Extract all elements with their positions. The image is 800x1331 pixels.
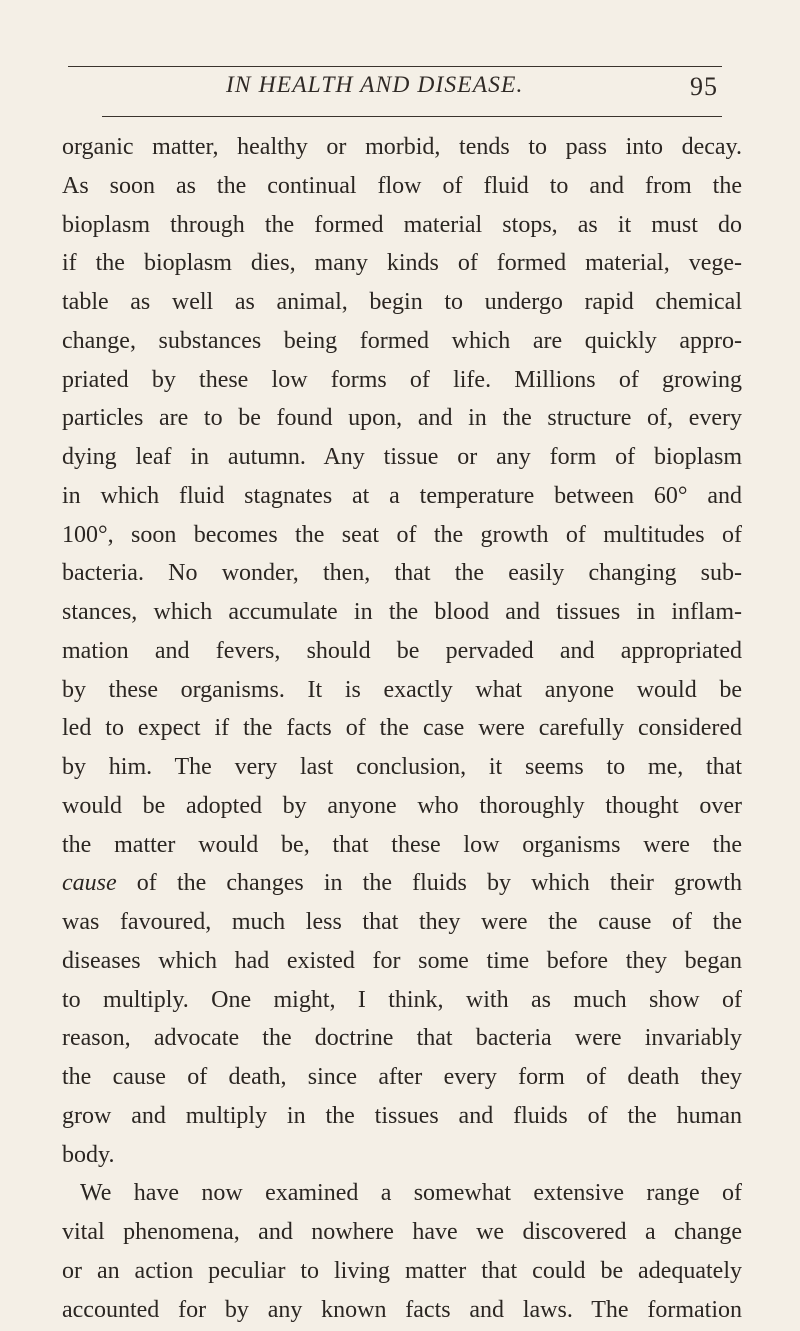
text-line: accounted for by any known facts and laws. The formation <box>62 1296 742 1323</box>
text-line: by these organisms. It is exactly what anyone would be <box>62 676 742 703</box>
text-line: dying leaf in autumn. Any tissue or any form of bioplasm <box>62 444 742 470</box>
text-line: the matter would be, that these low organisms were the <box>62 831 742 858</box>
text-line: 100°, soon becomes the seat of the growth of multitudes of <box>62 521 742 548</box>
text-line: diseases which had existed for some time before they began <box>62 947 742 974</box>
text-line: change, substances being formed which are quickly appro- <box>62 327 742 354</box>
text-line: priated by these low forms of life. Millions of growing <box>62 366 742 393</box>
text-line: stances, which accumulate in the blood and tissues in inflam- <box>62 599 742 625</box>
text-line: by him. The very last conclusion, it seems to me, that <box>62 754 742 780</box>
italic-word: cause <box>62 870 117 897</box>
text-line: organic matter, healthy or morbid, tends to pass into decay. <box>62 134 742 160</box>
text-line: table as well as animal, begin to undergo rapid chemical <box>62 289 742 315</box>
text-line: reason, advocate the doctrine that bacteria were invariably <box>62 1025 742 1052</box>
text-line: bioplasm through the formed material stops, as it must do <box>62 211 742 238</box>
text-line: vital phenomena, and nowhere have we discovered a change <box>62 1219 742 1245</box>
page-number: 95 <box>690 72 718 101</box>
running-head: IN HEALTH AND DISEASE. <box>226 72 524 98</box>
text-line-remainder: of the changes in the fluids by which their growth <box>116 870 742 897</box>
body-text <box>62 128 742 1329</box>
text-line: body. <box>62 1141 115 1168</box>
text-line: would be adopted by anyone who thoroughly thought over <box>62 792 742 819</box>
text-line: in which fluid stagnates at a temperature between 60° and <box>62 482 742 509</box>
text-line: particles are to be found upon, and in the structure of, every <box>62 405 742 432</box>
text-line: bacteria. No wonder, then, that the easily changing sub- <box>62 560 742 587</box>
text-line: was favoured, much less that they were the cause of the <box>62 909 742 935</box>
text-line: mation and fevers, should be pervaded and appropriated <box>62 637 742 664</box>
header-top-rule <box>68 66 722 67</box>
text-line: if the bioplasm dies, many kinds of formed material, vege- <box>62 250 742 277</box>
text-line <box>62 864 742 903</box>
text-line: or an action peculiar to living matter that could be adequately <box>62 1257 742 1284</box>
text-line: to multiply. One might, I think, with as much show of <box>62 986 742 1013</box>
text-line: As soon as the continual flow of fluid to and from the <box>62 172 742 199</box>
text-line: We have now examined a somewhat extensive range of <box>80 1180 742 1207</box>
text-line: led to expect if the facts of the case were carefully considered <box>62 715 742 742</box>
text-line: the cause of death, since after every form of death they <box>62 1064 742 1090</box>
header-bottom-rule <box>102 116 722 117</box>
text-line: grow and multiply in the tissues and fluids of the human <box>62 1102 742 1129</box>
